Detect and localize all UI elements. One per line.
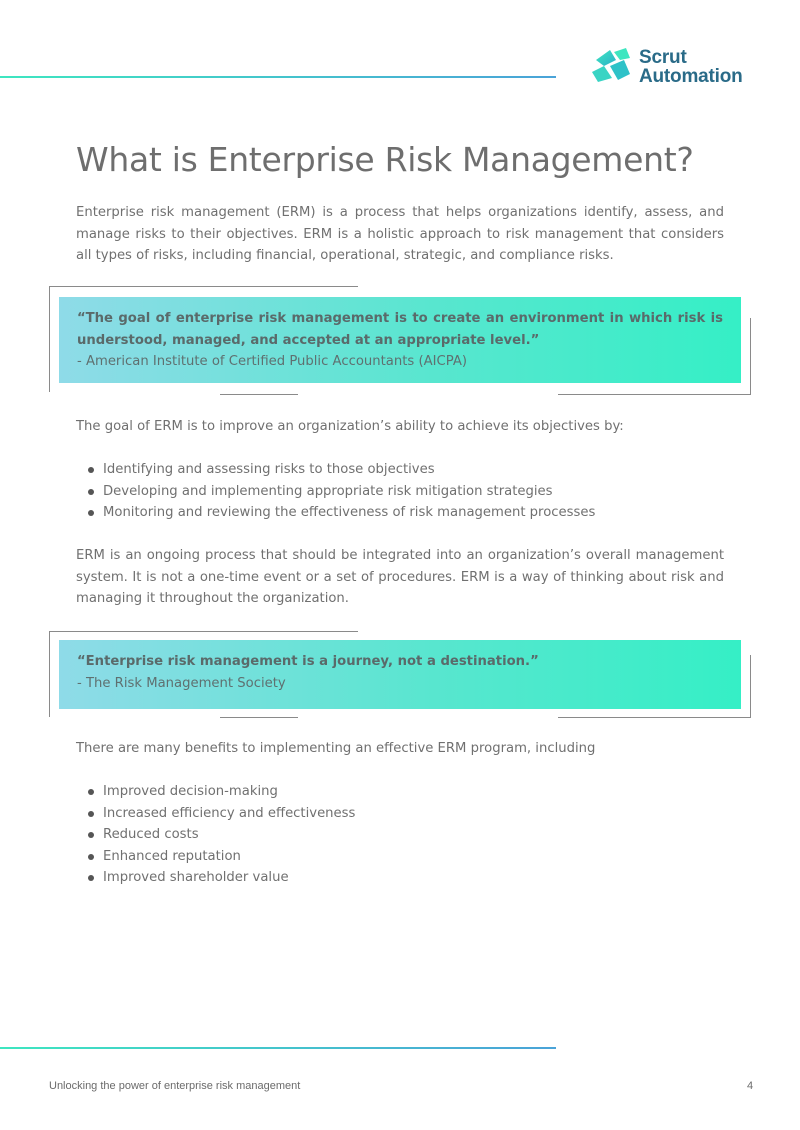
quote-2-box [59,640,741,709]
quote-1-frame-bottom-right [558,394,751,395]
scrut-logo-icon [590,46,634,86]
benefits-list [88,781,355,889]
benefits-intro-paragraph: There are many benefits to implementing an effective ERM program, including [76,741,596,756]
bullet-icon [88,832,94,838]
logo-wordmark [639,48,743,86]
footer-accent-line [0,1047,556,1049]
quote-1-source: - American Institute of Certified Public Accountants (AICPA) [77,354,467,369]
quote-1-box [59,297,741,383]
page-number: 4 [747,1080,754,1092]
list-item [88,459,595,481]
quote-1-frame-left [49,286,50,392]
list-item-text: Increased efficiency and effectiveness [103,805,356,821]
quote-2-frame-left [49,631,50,717]
intro-paragraph: Enterprise risk management (ERM) is a process that helps organizations identify, assess, and manage risks to their objectives. ERM is a holistic approach to risk management that considers all types of risks, including financial, operational, strategic, and compliance risks. [76,205,724,263]
quote-1-frame-bottom-left [220,394,298,395]
list-item [88,824,355,846]
bullet-icon [88,467,94,473]
list-item-text: Improved decision-making [103,784,278,799]
brand-logo [590,46,760,90]
quote-2-frame-right [750,655,751,718]
page-title: What is Enterprise Risk Management? [76,140,694,179]
quote-2-text: “Enterprise risk management is a journey, not a destination.” [77,654,539,669]
goal-intro-paragraph: The goal of ERM is to improve an organization’s ability to achieve its objectives by: [76,419,624,434]
list-item-text: Improved shareholder value [103,870,289,885]
bullet-icon [88,789,94,795]
list-item-text: Developing and implementing appropriate risk mitigation strategies [103,483,553,499]
logo-line-1: Scrut [639,47,687,68]
list-item-text: Monitoring and reviewing the effectiveness of risk management processes [103,505,596,520]
list-item [88,781,355,803]
quote-2-source: - The Risk Management Society [77,675,286,691]
bullet-icon [88,489,94,495]
list-item-text: Reduced costs [103,827,199,842]
ongoing-paragraph: ERM is an ongoing process that should be integrated into an organization’s overall management system. It is not a one-time event or a set of procedures. ERM is a way of thinking about risk and managing it throughout the organization. [76,548,724,606]
footer-title: Unlocking the power of enterprise risk management [49,1080,301,1092]
goal-list [88,459,595,524]
list-item [88,502,595,524]
list-item-text: Identifying and assessing risks to those objectives [103,462,435,477]
quote-2-frame-bottom-left [220,717,298,718]
quote-1-frame-top [49,286,358,287]
bullet-icon [88,510,94,516]
header-accent-line [0,76,556,78]
list-item-text: Enhanced reputation [103,848,241,864]
bullet-icon [88,854,94,860]
list-item [88,846,355,868]
list-item [88,867,355,889]
quote-2-frame-bottom-right [558,717,751,718]
logo-line-2: Automation [639,66,743,87]
bullet-icon [88,811,94,817]
quote-1-text: “The goal of enterprise risk management is to create an environment in which risk is understood, managed, and accepted at an appropriate level.” [77,311,723,348]
list-item [88,481,595,503]
quote-2-frame-top [49,631,358,632]
quote-1-frame-right [750,318,751,395]
list-item [88,803,355,825]
bullet-icon [88,875,94,881]
